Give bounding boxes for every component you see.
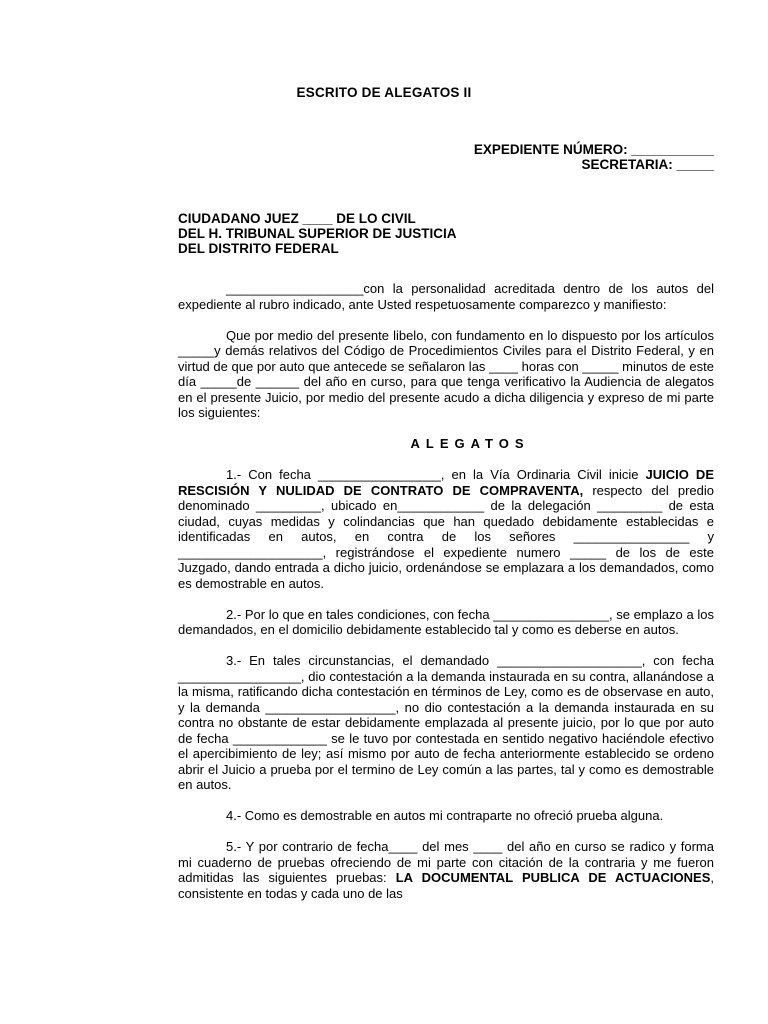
allegation-4: 4.- Como es demostrable en autos mi contraparte no ofreció prueba alguna. bbox=[226, 808, 664, 823]
addressee-block bbox=[178, 211, 457, 256]
motivation-paragraph: Que por medio del presente libelo, con fundamento en lo dispuesto por los artículos _____y demás relativos del Código de Procedimientos Civiles para el Distrito Federal, y en virtud de que por auto que antecede se señalaron las ____ horas con _____ minutos de este día _____de ______ del año en curso, para que tenga verificativo la Audiencia de alegatos en el presente Juicio, por medio del presente acudo a dicha diligencia y expreso de mi parte los siguientes: bbox=[178, 327, 714, 420]
allegation-5-text-a: 5.- Y por contrario de fecha____ del mes ____ del año en curso se radico y forma mi cuaderno de pruebas ofreciendo de mi parte con citación de la contraria y me fueron admitidas las siguientes pruebas: bbox=[178, 839, 714, 885]
document-title: ESCRITO DE ALEGATOS II bbox=[296, 85, 472, 100]
allegation-1-text-a: 1.- Con fecha _________________, en la Vía Ordinaria Civil inicie bbox=[226, 467, 646, 482]
allegation-1-text-b: respecto del predio denominado _________, ubicado en____________ de la delegación _________ de esta ciudad, cuyas medidas y colindancias que han quedado debidamente establecidas e identificadas en autos, en contra de los señores ________________ y ____________________, registrándose el expediente numero _____ de los de este Juzgado, dando entrada a dicho juicio, ordenándose se emplazara a los demandados, como es demostrable en autos. bbox=[178, 482, 714, 591]
allegation-3: 3.- En tales circunstancias, el demandado ____________________, con fecha _________________, dio contestación a la demanda instaurada en su contra, allanándose a la misma, ratificando dicha contestación en términos de Ley, como es de observase en auto, y la demanda __________________, no dio contestación a la demanda instaurada en su contra no obstante de estar debidamente emplazada al presente juicio, por lo que por auto de fecha _____________ se le tuvo por contestada en sentido negativo haciéndole efectivo el apercibimiento de ley; así mismo por auto de fecha anteriormente establecido se ordeno abrir el Juicio a prueba por el termino de Ley común a las partes, tal y como es demostrable en autos. bbox=[178, 653, 714, 792]
allegation-2: 2.- Por lo que en tales condiciones, con fecha ________________, se emplazo a los demandados, en el domicilio debidamente establecido tal y como es deberse en autos. bbox=[178, 606, 714, 637]
secretaria-line: SECRETARIA: _____ bbox=[581, 157, 714, 172]
intro-paragraph: ___________________con la personalidad acreditada dentro de los autos del expediente al rubro indicado, ante Usted respetuosamente comparezco y manifiesto: bbox=[178, 281, 714, 312]
addressee-line-1: CIUDADANO JUEZ ____ DE LO CIVIL bbox=[178, 211, 416, 226]
allegation-1-case-name: JUICIO DE RESCISIÓN Y NULIDAD DE CONTRATO DE COMPRAVENTA, bbox=[178, 467, 714, 498]
section-heading: ALEGATOS bbox=[410, 436, 530, 451]
document-body bbox=[178, 281, 714, 901]
allegation-5 bbox=[178, 839, 714, 901]
allegation-5-text-b: , consistente en todas y cada uno de las bbox=[178, 870, 714, 901]
expediente-line: EXPEDIENTE NÚMERO: ___________ bbox=[473, 142, 714, 157]
allegation-1 bbox=[178, 467, 714, 591]
case-header bbox=[474, 142, 714, 172]
allegation-5-evidence-name: LA DOCUMENTAL PUBLICA DE ACTUACIONES bbox=[395, 870, 711, 885]
addressee-line-3: DEL DISTRITO FEDERAL bbox=[178, 241, 339, 256]
addressee-line-2: DEL H. TRIBUNAL SUPERIOR DE JUSTICIA bbox=[178, 226, 457, 241]
